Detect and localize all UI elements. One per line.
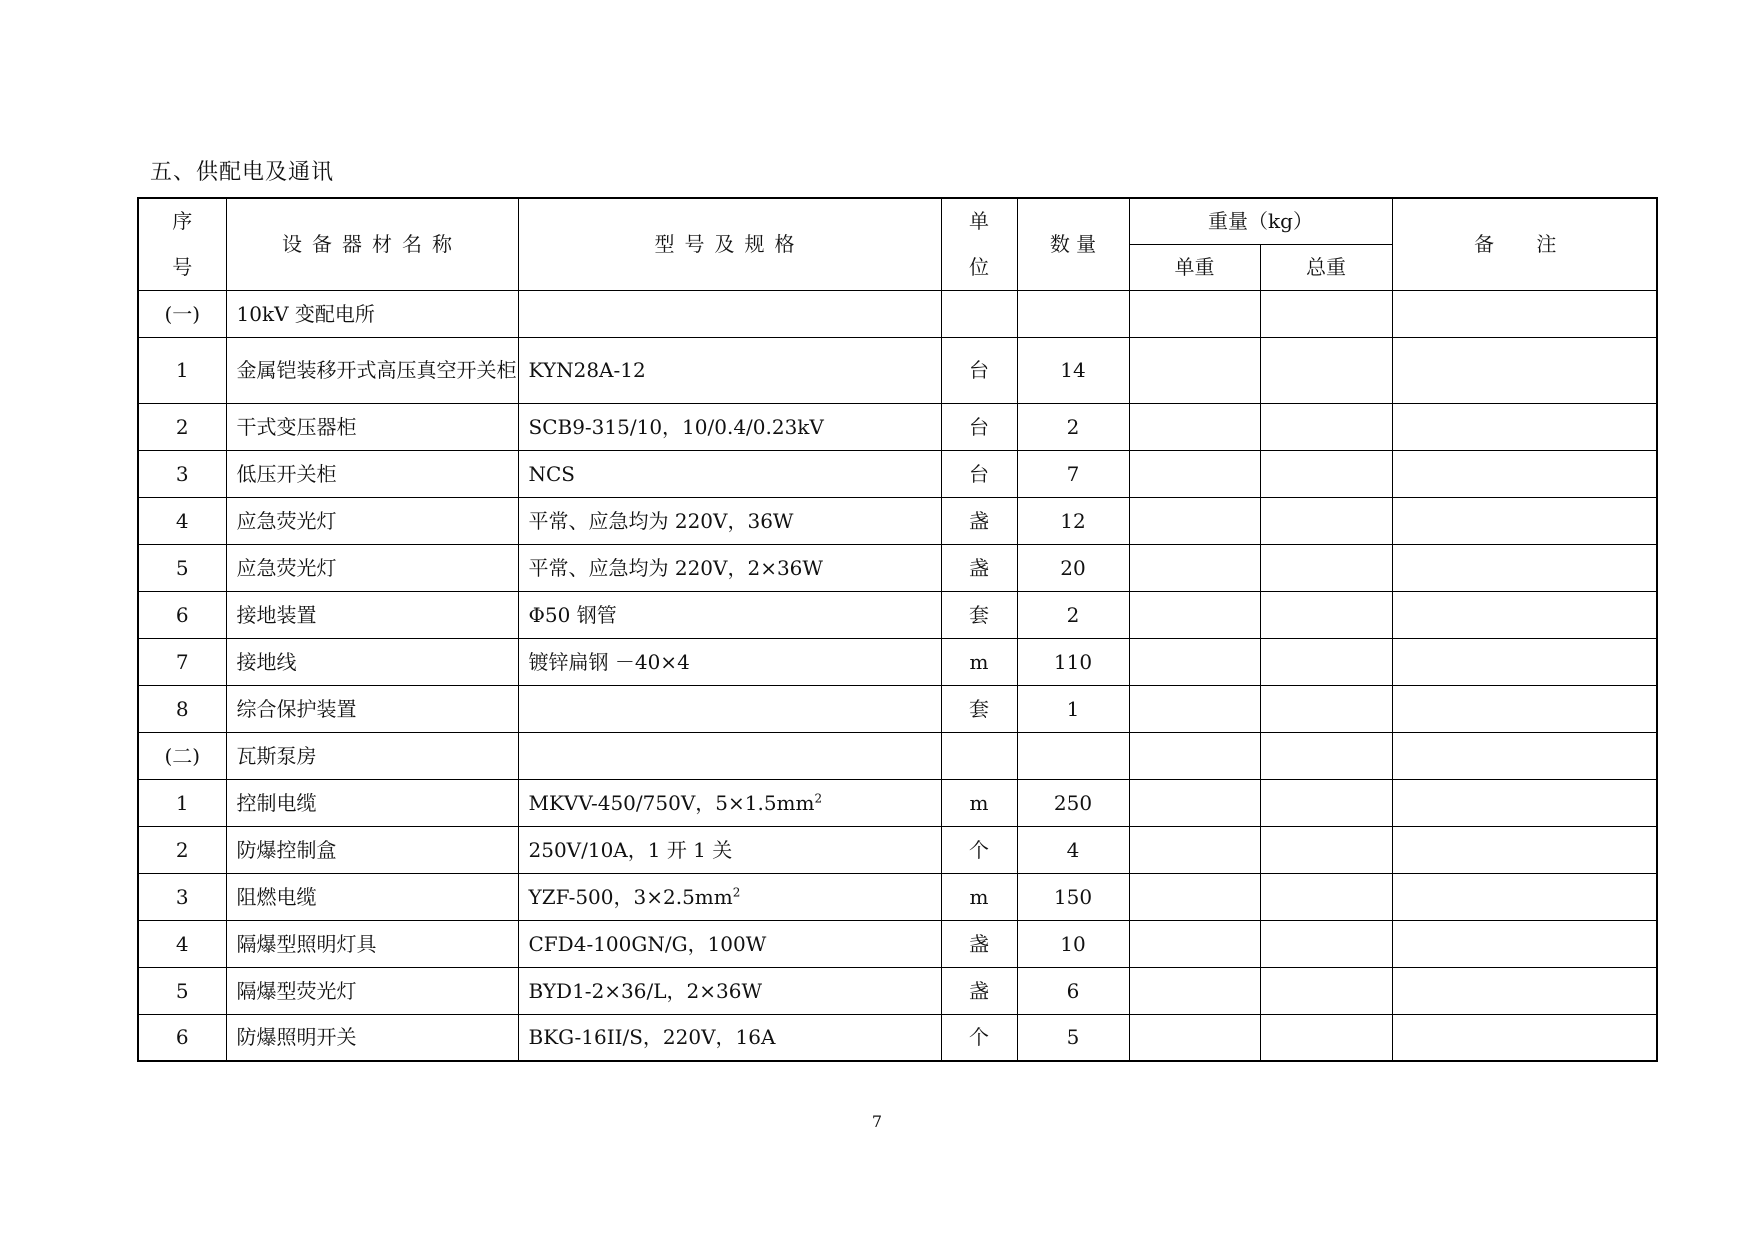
cell-weight-total <box>1260 685 1392 732</box>
cell-name-text: 瓦斯泵房 <box>236 743 317 768</box>
cell-weight-total <box>1260 544 1392 591</box>
cell-weight-total <box>1260 290 1392 337</box>
cell-qty-text: 110 <box>1053 649 1093 674</box>
cell-qty <box>1017 873 1129 920</box>
cell-weight-single <box>1129 450 1260 497</box>
cell-remark <box>1392 967 1657 1014</box>
cell-weight-single <box>1129 337 1260 403</box>
table-row <box>138 732 1657 779</box>
cell-model-text: SCB9-315/10，10/0.4/0.23kV <box>528 414 824 439</box>
cell-remark <box>1392 638 1657 685</box>
cell-model <box>518 450 941 497</box>
cell-model <box>518 544 941 591</box>
cell-weight-total <box>1260 967 1392 1014</box>
cell-weight-total <box>1260 450 1392 497</box>
cell-index <box>138 873 226 920</box>
cell-model-text: BYD1-2×36/L，2×36W <box>528 978 763 1003</box>
cell-qty <box>1017 967 1129 1014</box>
cell-index-text: 2 <box>175 837 189 862</box>
cell-unit <box>941 544 1017 591</box>
header-unit-bottom: 位 <box>969 255 989 280</box>
cell-remark <box>1392 732 1657 779</box>
table-row <box>138 591 1657 638</box>
cell-index-text: 1 <box>175 358 189 382</box>
cell-name <box>226 403 518 450</box>
cell-name-text: 防爆控制盒 <box>236 837 337 862</box>
table-row <box>138 967 1657 1014</box>
cell-model <box>518 873 941 920</box>
cell-qty-text: 14 <box>1060 358 1086 382</box>
cell-weight-total <box>1260 591 1392 638</box>
cell-weight-single <box>1129 544 1260 591</box>
cell-qty <box>1017 497 1129 544</box>
cell-index <box>138 638 226 685</box>
cell-qty <box>1017 544 1129 591</box>
cell-weight-total <box>1260 337 1392 403</box>
cell-index <box>138 920 226 967</box>
cell-unit-text: 套 <box>969 696 989 721</box>
cell-unit <box>941 920 1017 967</box>
cell-qty-text: 1 <box>1066 696 1080 721</box>
cell-name <box>226 544 518 591</box>
cell-index <box>138 591 226 638</box>
cell-index <box>138 685 226 732</box>
cell-weight-single <box>1129 920 1260 967</box>
cell-remark <box>1392 497 1657 544</box>
cell-qty <box>1017 403 1129 450</box>
cell-index <box>138 450 226 497</box>
cell-unit-text: 盏 <box>969 978 989 1003</box>
header-remark: 备 注 <box>1392 198 1657 290</box>
cell-name-text: 接地线 <box>236 649 297 674</box>
cell-model <box>518 591 941 638</box>
cell-unit-text: m <box>969 649 989 674</box>
cell-weight-single <box>1129 638 1260 685</box>
cell-remark <box>1392 403 1657 450</box>
cell-name-text: 阻燃电缆 <box>236 884 317 909</box>
cell-weight-total <box>1260 873 1392 920</box>
cell-qty-text: 10 <box>1060 931 1086 956</box>
cell-model-text: CFD4-100GN/G，100W <box>528 931 767 956</box>
cell-unit <box>941 685 1017 732</box>
cell-unit-text: 台 <box>969 461 989 486</box>
cell-unit <box>941 732 1017 779</box>
cell-name-text: 干式变压器柜 <box>236 414 357 439</box>
cell-name-text: 应急荧光灯 <box>236 508 337 533</box>
cell-unit <box>941 1014 1017 1061</box>
cell-weight-single <box>1129 732 1260 779</box>
header-index-bottom: 号 <box>172 255 193 280</box>
cell-model <box>518 779 941 826</box>
cell-unit <box>941 967 1017 1014</box>
header-index-top: 序 <box>172 209 193 234</box>
cell-index-text: 2 <box>175 414 189 439</box>
cell-qty <box>1017 826 1129 873</box>
cell-unit <box>941 450 1017 497</box>
cell-qty <box>1017 591 1129 638</box>
cell-name <box>226 1014 518 1061</box>
cell-index <box>138 779 226 826</box>
cell-name <box>226 290 518 337</box>
cell-index-text: 8 <box>175 696 189 721</box>
cell-weight-single <box>1129 873 1260 920</box>
table-row <box>138 337 1657 403</box>
table-row <box>138 544 1657 591</box>
table-row <box>138 826 1657 873</box>
cell-name <box>226 732 518 779</box>
cell-model <box>518 403 941 450</box>
cell-weight-single <box>1129 826 1260 873</box>
cell-weight-single <box>1129 591 1260 638</box>
cell-qty <box>1017 732 1129 779</box>
cell-unit <box>941 403 1017 450</box>
cell-model <box>518 826 941 873</box>
cell-qty <box>1017 779 1129 826</box>
cell-name-text: 低压开关柜 <box>236 461 337 486</box>
cell-qty-text: 7 <box>1066 461 1080 486</box>
table-row <box>138 873 1657 920</box>
equipment-table <box>137 197 1658 1062</box>
header-weight: 重量（kg） <box>1129 198 1392 244</box>
cell-weight-total <box>1260 779 1392 826</box>
cell-model-text: 250V/10A，1 开 1 关 <box>528 837 733 862</box>
cell-unit <box>941 638 1017 685</box>
cell-qty-text: 2 <box>1066 602 1080 627</box>
header-name: 设备器材名称 <box>226 198 518 290</box>
cell-model-text: YZF-500，3×2.5mm <box>528 884 733 909</box>
header-unit-top: 单 <box>969 209 989 234</box>
cell-unit-text: 台 <box>969 358 989 382</box>
table-row <box>138 1014 1657 1061</box>
cell-model-text: 平常、应急均为 220V，2×36W <box>528 555 823 580</box>
cell-remark <box>1392 1014 1657 1061</box>
cell-model-text: 平常、应急均为 220V，36W <box>528 508 794 533</box>
cell-weight-single <box>1129 1014 1260 1061</box>
cell-index <box>138 1014 226 1061</box>
cell-model <box>518 1014 941 1061</box>
cell-remark <box>1392 591 1657 638</box>
cell-name-text: 隔爆型照明灯具 <box>236 931 377 956</box>
cell-qty-text: 250 <box>1053 790 1093 815</box>
cell-index <box>138 403 226 450</box>
cell-name <box>226 779 518 826</box>
cell-weight-total <box>1260 826 1392 873</box>
cell-name <box>226 826 518 873</box>
cell-index-text: (一) <box>164 301 201 326</box>
cell-remark <box>1392 779 1657 826</box>
cell-unit-text: 盏 <box>969 508 989 533</box>
cell-name-text: 金属铠装移开式高压真空开关柜 <box>236 358 517 382</box>
header-index <box>138 198 226 290</box>
cell-model-text: 镀锌扁钢 －40×4 <box>528 649 690 674</box>
cell-remark <box>1392 685 1657 732</box>
cell-model-text: MKVV-450/750V，5×1.5mm <box>528 790 815 815</box>
cell-unit-text: 盏 <box>969 555 989 580</box>
cell-qty <box>1017 685 1129 732</box>
cell-unit-text: 台 <box>969 414 989 439</box>
cell-model-text: BKG-16II/S，220V，16A <box>528 1025 776 1050</box>
cell-weight-single <box>1129 685 1260 732</box>
cell-model <box>518 920 941 967</box>
cell-weight-single <box>1129 403 1260 450</box>
cell-unit-text: 盏 <box>969 931 989 956</box>
cell-weight-single <box>1129 497 1260 544</box>
cell-weight-total <box>1260 732 1392 779</box>
cell-index <box>138 497 226 544</box>
cell-index-text: 1 <box>175 790 189 815</box>
cell-index-text: 5 <box>175 555 189 580</box>
cell-name-text: 10kV 变配电所 <box>236 301 375 326</box>
cell-index-text: 5 <box>175 978 189 1003</box>
cell-index-text: (二) <box>164 743 201 768</box>
cell-index <box>138 732 226 779</box>
cell-weight-total <box>1260 497 1392 544</box>
table-row <box>138 403 1657 450</box>
header-model: 型号及规格 <box>518 198 941 290</box>
cell-qty-text: 5 <box>1066 1025 1080 1050</box>
cell-name-text: 接地装置 <box>236 602 317 627</box>
cell-unit-text: m <box>969 884 989 909</box>
cell-qty <box>1017 920 1129 967</box>
cell-unit <box>941 497 1017 544</box>
cell-qty-text: 2 <box>1066 414 1080 439</box>
cell-model-text: NCS <box>528 461 576 486</box>
cell-weight-total <box>1260 1014 1392 1061</box>
cell-index-text: 4 <box>175 931 189 956</box>
cell-index <box>138 826 226 873</box>
cell-remark <box>1392 290 1657 337</box>
cell-model <box>518 638 941 685</box>
cell-name-text: 应急荧光灯 <box>236 555 337 580</box>
cell-remark <box>1392 544 1657 591</box>
cell-index-text: 6 <box>175 1025 189 1050</box>
cell-index <box>138 337 226 403</box>
cell-model <box>518 290 941 337</box>
cell-weight-total <box>1260 403 1392 450</box>
cell-name <box>226 591 518 638</box>
cell-model <box>518 497 941 544</box>
header-qty: 数 量 <box>1017 198 1129 290</box>
cell-remark <box>1392 826 1657 873</box>
cell-unit-text: 套 <box>969 602 989 627</box>
section-title: 五、供配电及通讯 <box>150 160 335 185</box>
superscript: 2 <box>814 790 823 805</box>
header-weight-total: 总重 <box>1260 244 1392 290</box>
cell-qty <box>1017 638 1129 685</box>
cell-unit-text: m <box>969 790 989 815</box>
cell-name-text: 控制电缆 <box>236 790 317 815</box>
cell-name <box>226 967 518 1014</box>
cell-name <box>226 337 518 403</box>
cell-model <box>518 732 941 779</box>
cell-unit-text: 个 <box>969 837 989 862</box>
cell-unit <box>941 779 1017 826</box>
cell-name-text: 隔爆型荧光灯 <box>236 978 357 1003</box>
cell-unit <box>941 873 1017 920</box>
cell-weight-single <box>1129 290 1260 337</box>
cell-name <box>226 873 518 920</box>
cell-remark <box>1392 920 1657 967</box>
table-row <box>138 920 1657 967</box>
table-row <box>138 497 1657 544</box>
cell-weight-single <box>1129 967 1260 1014</box>
cell-model-text: KYN28A-12 <box>528 358 646 382</box>
cell-unit-text: 个 <box>969 1025 989 1050</box>
cell-qty-text: 12 <box>1060 508 1086 533</box>
cell-model-text: Φ50 钢管 <box>528 602 617 627</box>
cell-model <box>518 685 941 732</box>
cell-weight-total <box>1260 638 1392 685</box>
table-row <box>138 779 1657 826</box>
cell-model <box>518 967 941 1014</box>
table-row <box>138 685 1657 732</box>
cell-qty <box>1017 1014 1129 1061</box>
cell-name-text: 防爆照明开关 <box>236 1025 357 1050</box>
cell-unit <box>941 337 1017 403</box>
cell-index-text: 6 <box>175 602 189 627</box>
cell-name <box>226 497 518 544</box>
cell-unit <box>941 591 1017 638</box>
cell-name-text: 综合保护装置 <box>236 696 357 721</box>
superscript: 2 <box>732 884 741 899</box>
cell-qty <box>1017 450 1129 497</box>
header-unit <box>941 198 1017 290</box>
table-row <box>138 450 1657 497</box>
cell-index <box>138 290 226 337</box>
cell-name <box>226 685 518 732</box>
cell-remark <box>1392 450 1657 497</box>
cell-remark <box>1392 873 1657 920</box>
cell-index-text: 4 <box>175 508 189 533</box>
cell-qty-text: 150 <box>1053 884 1093 909</box>
cell-index-text: 7 <box>175 649 189 674</box>
cell-name <box>226 450 518 497</box>
page-number: 7 <box>871 1112 883 1131</box>
cell-qty-text: 20 <box>1060 555 1086 580</box>
cell-qty-text: 6 <box>1066 978 1080 1003</box>
cell-index-text: 3 <box>175 461 189 486</box>
cell-index <box>138 544 226 591</box>
cell-qty <box>1017 337 1129 403</box>
cell-remark <box>1392 337 1657 403</box>
cell-unit <box>941 826 1017 873</box>
cell-index <box>138 967 226 1014</box>
header-weight-single: 单重 <box>1129 244 1260 290</box>
cell-qty <box>1017 290 1129 337</box>
table-row <box>138 638 1657 685</box>
cell-index-text: 3 <box>175 884 189 909</box>
cell-qty-text: 4 <box>1066 837 1080 862</box>
cell-weight-total <box>1260 920 1392 967</box>
table-row <box>138 290 1657 337</box>
cell-name <box>226 638 518 685</box>
cell-unit <box>941 290 1017 337</box>
cell-model <box>518 337 941 403</box>
cell-weight-single <box>1129 779 1260 826</box>
cell-name <box>226 920 518 967</box>
